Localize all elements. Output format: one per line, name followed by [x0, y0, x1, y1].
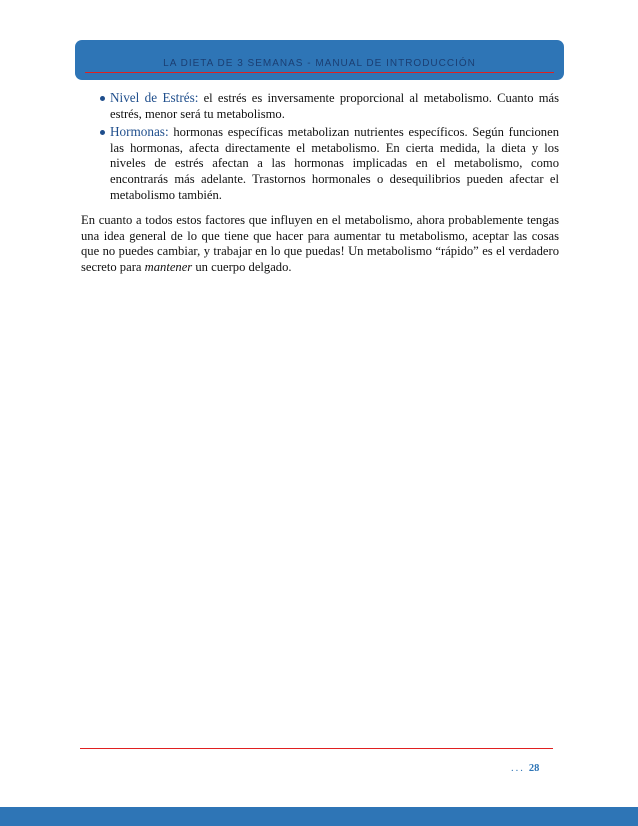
page-number-dots: ... — [511, 763, 525, 774]
header-rule — [85, 72, 554, 73]
paragraph-emphasis: mantener — [144, 259, 193, 274]
page-header — [75, 40, 564, 80]
paragraph-text-end: un cuerpo delgado. — [192, 259, 292, 274]
footer-rule — [80, 748, 553, 749]
list-item — [81, 124, 559, 203]
page-number — [511, 763, 539, 774]
page-content — [81, 90, 559, 276]
page-number-value: 28 — [528, 763, 540, 774]
bullet-term: Hormonas: — [110, 124, 169, 140]
paragraph-text: En cuanto a todos estos factores que influyen en el metabolismo, ahora probablemente tengas una idea general de lo que tiene que hacer para aumentar tu metabolismo, aceptar las cosas que no puedes cambiar, y trabajar en lo que puedas! Un metabolismo “rápido” es el verdadero secreto para — [81, 213, 559, 274]
bullet-list — [81, 90, 559, 203]
header-title: LA DIETA DE 3 SEMANAS - MANUAL DE INTRODUCCIÓN — [163, 58, 476, 69]
list-item — [81, 90, 559, 122]
body-paragraph — [81, 213, 559, 275]
bottom-bar — [0, 807, 638, 826]
bullet-term: Nivel de Estrés: — [110, 90, 199, 105]
bullet-text: el estrés es inversamente proporcional al metabolismo. Cuanto más estrés, menor será tu metabolismo. — [110, 91, 559, 121]
bullet-icon — [100, 96, 105, 101]
bullet-text: hormonas específicas metabolizan nutrientes específicos. Según funcionen las hormonas, afecta directamente el metabolismo. En cierta medida, la dieta y los niveles de estrés afectan a las hormonas implicadas en el metabolismo, como encontrarás más adelante. Trastornos hormonales o desequilibrios pueden afectar el metabolismo también. — [110, 125, 559, 202]
bullet-icon — [100, 130, 105, 135]
